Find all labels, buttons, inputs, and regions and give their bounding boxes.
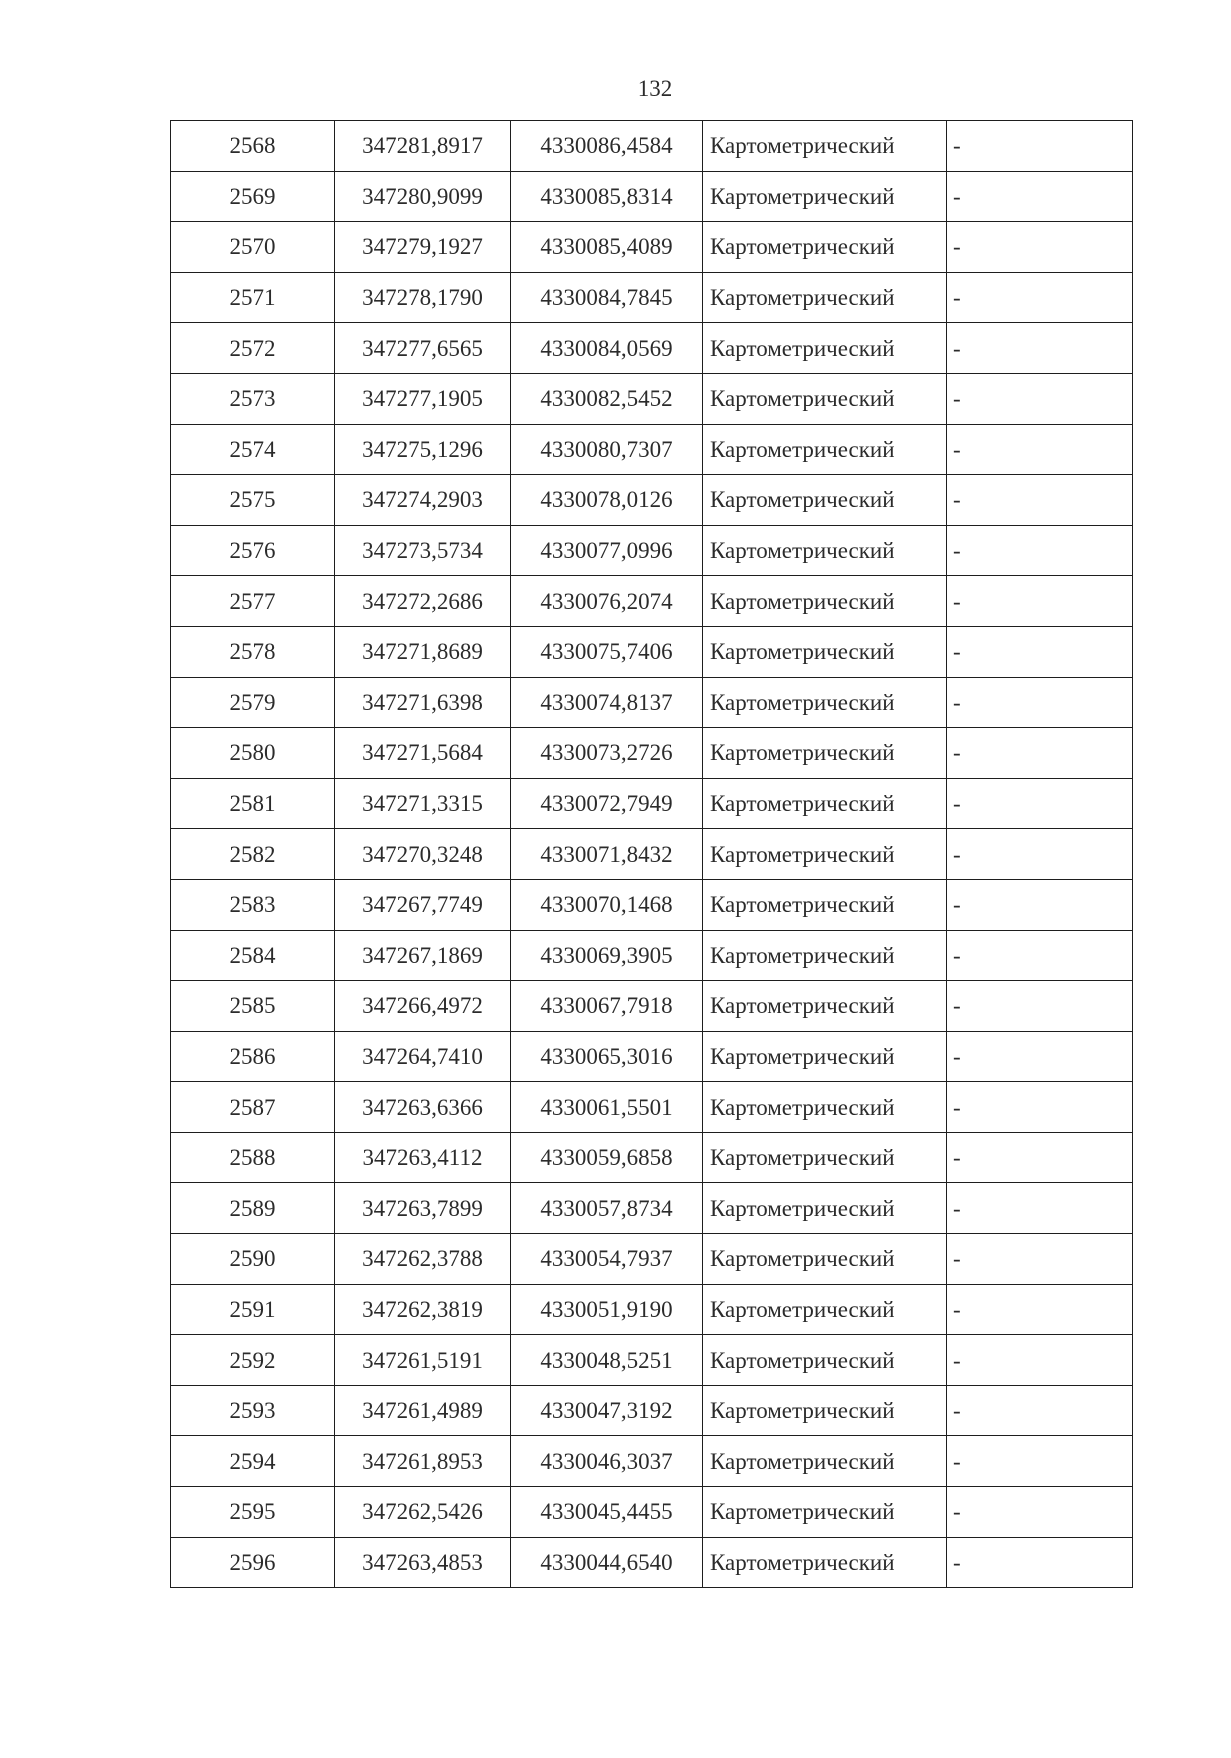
method-cell: Картометрический	[703, 576, 947, 627]
x-coordinate-cell: 347262,3788	[335, 1234, 511, 1285]
note-cell: -	[947, 323, 1133, 374]
point-number-cell: 2586	[171, 1031, 335, 1082]
point-number-cell: 2576	[171, 525, 335, 576]
point-number-cell: 2590	[171, 1234, 335, 1285]
x-coordinate-cell: 347271,6398	[335, 677, 511, 728]
method-cell: Картометрический	[703, 728, 947, 779]
x-coordinate-cell: 347263,4853	[335, 1537, 511, 1588]
method-cell: Картометрический	[703, 272, 947, 323]
note-cell: -	[947, 1234, 1133, 1285]
table-row	[171, 981, 1133, 1032]
y-coordinate-cell: 4330084,7845	[511, 272, 703, 323]
note-cell: -	[947, 525, 1133, 576]
table-row	[171, 1183, 1133, 1234]
y-coordinate-cell: 4330070,1468	[511, 879, 703, 930]
table-body	[171, 121, 1133, 1588]
note-cell: -	[947, 475, 1133, 526]
y-coordinate-cell: 4330072,7949	[511, 778, 703, 829]
x-coordinate-cell: 347271,3315	[335, 778, 511, 829]
table-row	[171, 879, 1133, 930]
table-row	[171, 373, 1133, 424]
table-row	[171, 1132, 1133, 1183]
table-row	[171, 1537, 1133, 1588]
note-cell: -	[947, 1436, 1133, 1487]
x-coordinate-cell: 347261,5191	[335, 1335, 511, 1386]
method-cell: Картометрический	[703, 981, 947, 1032]
y-coordinate-cell: 4330048,5251	[511, 1335, 703, 1386]
table-row	[171, 121, 1133, 172]
y-coordinate-cell: 4330044,6540	[511, 1537, 703, 1588]
y-coordinate-cell: 4330059,6858	[511, 1132, 703, 1183]
point-number-cell: 2568	[171, 121, 335, 172]
y-coordinate-cell: 4330085,8314	[511, 171, 703, 222]
method-cell: Картометрический	[703, 930, 947, 981]
table-row	[171, 323, 1133, 374]
note-cell: -	[947, 222, 1133, 273]
table-row	[171, 930, 1133, 981]
note-cell: -	[947, 829, 1133, 880]
x-coordinate-cell: 347277,1905	[335, 373, 511, 424]
method-cell: Картометрический	[703, 1082, 947, 1133]
y-coordinate-cell: 4330077,0996	[511, 525, 703, 576]
table-row	[171, 626, 1133, 677]
note-cell: -	[947, 1284, 1133, 1335]
table-row	[171, 424, 1133, 475]
y-coordinate-cell: 4330084,0569	[511, 323, 703, 374]
note-cell: -	[947, 373, 1133, 424]
table-row	[171, 829, 1133, 880]
note-cell: -	[947, 272, 1133, 323]
table-row	[171, 1284, 1133, 1335]
table-row	[171, 1031, 1133, 1082]
x-coordinate-cell: 347267,7749	[335, 879, 511, 930]
point-number-cell: 2591	[171, 1284, 335, 1335]
note-cell: -	[947, 728, 1133, 779]
table-row	[171, 1487, 1133, 1538]
note-cell: -	[947, 778, 1133, 829]
note-cell: -	[947, 626, 1133, 677]
method-cell: Картометрический	[703, 1436, 947, 1487]
x-coordinate-cell: 347266,4972	[335, 981, 511, 1032]
table-row	[171, 1385, 1133, 1436]
y-coordinate-cell: 4330054,7937	[511, 1234, 703, 1285]
table-row	[171, 1335, 1133, 1386]
y-coordinate-cell: 4330051,9190	[511, 1284, 703, 1335]
x-coordinate-cell: 347262,3819	[335, 1284, 511, 1335]
method-cell: Картометрический	[703, 222, 947, 273]
x-coordinate-cell: 347275,1296	[335, 424, 511, 475]
method-cell: Картометрический	[703, 1335, 947, 1386]
table-row	[171, 778, 1133, 829]
x-coordinate-cell: 347270,3248	[335, 829, 511, 880]
y-coordinate-cell: 4330069,3905	[511, 930, 703, 981]
y-coordinate-cell: 4330046,3037	[511, 1436, 703, 1487]
point-number-cell: 2585	[171, 981, 335, 1032]
method-cell: Картометрический	[703, 525, 947, 576]
method-cell: Картометрический	[703, 323, 947, 374]
note-cell: -	[947, 1385, 1133, 1436]
method-cell: Картометрический	[703, 1234, 947, 1285]
method-cell: Картометрический	[703, 829, 947, 880]
table-row	[171, 1082, 1133, 1133]
y-coordinate-cell: 4330080,7307	[511, 424, 703, 475]
point-number-cell: 2595	[171, 1487, 335, 1538]
point-number-cell: 2587	[171, 1082, 335, 1133]
note-cell: -	[947, 930, 1133, 981]
y-coordinate-cell: 4330086,4584	[511, 121, 703, 172]
point-number-cell: 2572	[171, 323, 335, 374]
note-cell: -	[947, 121, 1133, 172]
point-number-cell: 2574	[171, 424, 335, 475]
x-coordinate-cell: 347279,1927	[335, 222, 511, 273]
point-number-cell: 2577	[171, 576, 335, 627]
method-cell: Картометрический	[703, 1183, 947, 1234]
method-cell: Картометрический	[703, 1537, 947, 1588]
x-coordinate-cell: 347274,2903	[335, 475, 511, 526]
point-number-cell: 2569	[171, 171, 335, 222]
method-cell: Картометрический	[703, 1284, 947, 1335]
y-coordinate-cell: 4330057,8734	[511, 1183, 703, 1234]
page-number: 132	[637, 76, 673, 101]
method-cell: Картометрический	[703, 373, 947, 424]
table-row	[171, 222, 1133, 273]
note-cell: -	[947, 879, 1133, 930]
note-cell: -	[947, 171, 1133, 222]
y-coordinate-cell: 4330047,3192	[511, 1385, 703, 1436]
y-coordinate-cell: 4330085,4089	[511, 222, 703, 273]
table-row	[171, 272, 1133, 323]
x-coordinate-cell: 347271,8689	[335, 626, 511, 677]
point-number-cell: 2575	[171, 475, 335, 526]
note-cell: -	[947, 1031, 1133, 1082]
point-number-cell: 2579	[171, 677, 335, 728]
point-number-cell: 2578	[171, 626, 335, 677]
x-coordinate-cell: 347271,5684	[335, 728, 511, 779]
y-coordinate-cell: 4330082,5452	[511, 373, 703, 424]
table-row	[171, 1234, 1133, 1285]
point-number-cell: 2584	[171, 930, 335, 981]
note-cell: -	[947, 1082, 1133, 1133]
table-row	[171, 525, 1133, 576]
x-coordinate-cell: 347263,6366	[335, 1082, 511, 1133]
note-cell: -	[947, 981, 1133, 1032]
x-coordinate-cell: 347261,8953	[335, 1436, 511, 1487]
y-coordinate-cell: 4330045,4455	[511, 1487, 703, 1538]
y-coordinate-cell: 4330078,0126	[511, 475, 703, 526]
y-coordinate-cell: 4330071,8432	[511, 829, 703, 880]
table-row	[171, 677, 1133, 728]
x-coordinate-cell: 347262,5426	[335, 1487, 511, 1538]
note-cell: -	[947, 677, 1133, 728]
method-cell: Картометрический	[703, 1031, 947, 1082]
y-coordinate-cell: 4330076,2074	[511, 576, 703, 627]
y-coordinate-cell: 4330074,8137	[511, 677, 703, 728]
point-number-cell: 2570	[171, 222, 335, 273]
coordinates-table	[170, 120, 1133, 1588]
note-cell: -	[947, 1183, 1133, 1234]
x-coordinate-cell: 347278,1790	[335, 272, 511, 323]
point-number-cell: 2594	[171, 1436, 335, 1487]
method-cell: Картометрический	[703, 1385, 947, 1436]
y-coordinate-cell: 4330061,5501	[511, 1082, 703, 1133]
point-number-cell: 2582	[171, 829, 335, 880]
method-cell: Картометрический	[703, 626, 947, 677]
table-row	[171, 1436, 1133, 1487]
point-number-cell: 2580	[171, 728, 335, 779]
note-cell: -	[947, 576, 1133, 627]
point-number-cell: 2571	[171, 272, 335, 323]
y-coordinate-cell: 4330065,3016	[511, 1031, 703, 1082]
table-row	[171, 576, 1133, 627]
x-coordinate-cell: 347280,9099	[335, 171, 511, 222]
point-number-cell: 2593	[171, 1385, 335, 1436]
x-coordinate-cell: 347261,4989	[335, 1385, 511, 1436]
note-cell: -	[947, 1132, 1133, 1183]
point-number-cell: 2596	[171, 1537, 335, 1588]
x-coordinate-cell: 347281,8917	[335, 121, 511, 172]
method-cell: Картометрический	[703, 1132, 947, 1183]
table-row	[171, 728, 1133, 779]
method-cell: Картометрический	[703, 677, 947, 728]
point-number-cell: 2589	[171, 1183, 335, 1234]
point-number-cell: 2581	[171, 778, 335, 829]
x-coordinate-cell: 347263,4112	[335, 1132, 511, 1183]
method-cell: Картометрический	[703, 879, 947, 930]
note-cell: -	[947, 1537, 1133, 1588]
x-coordinate-cell: 347273,5734	[335, 525, 511, 576]
y-coordinate-cell: 4330073,2726	[511, 728, 703, 779]
x-coordinate-cell: 347263,7899	[335, 1183, 511, 1234]
x-coordinate-cell: 347277,6565	[335, 323, 511, 374]
method-cell: Картометрический	[703, 1487, 947, 1538]
table-row	[171, 171, 1133, 222]
x-coordinate-cell: 347272,2686	[335, 576, 511, 627]
method-cell: Картометрический	[703, 475, 947, 526]
x-coordinate-cell: 347267,1869	[335, 930, 511, 981]
y-coordinate-cell: 4330067,7918	[511, 981, 703, 1032]
method-cell: Картометрический	[703, 424, 947, 475]
x-coordinate-cell: 347264,7410	[335, 1031, 511, 1082]
note-cell: -	[947, 424, 1133, 475]
note-cell: -	[947, 1487, 1133, 1538]
table-row	[171, 475, 1133, 526]
point-number-cell: 2588	[171, 1132, 335, 1183]
method-cell: Картометрический	[703, 171, 947, 222]
method-cell: Картометрический	[703, 778, 947, 829]
point-number-cell: 2583	[171, 879, 335, 930]
note-cell: -	[947, 1335, 1133, 1386]
point-number-cell: 2573	[171, 373, 335, 424]
method-cell: Картометрический	[703, 121, 947, 172]
y-coordinate-cell: 4330075,7406	[511, 626, 703, 677]
point-number-cell: 2592	[171, 1335, 335, 1386]
